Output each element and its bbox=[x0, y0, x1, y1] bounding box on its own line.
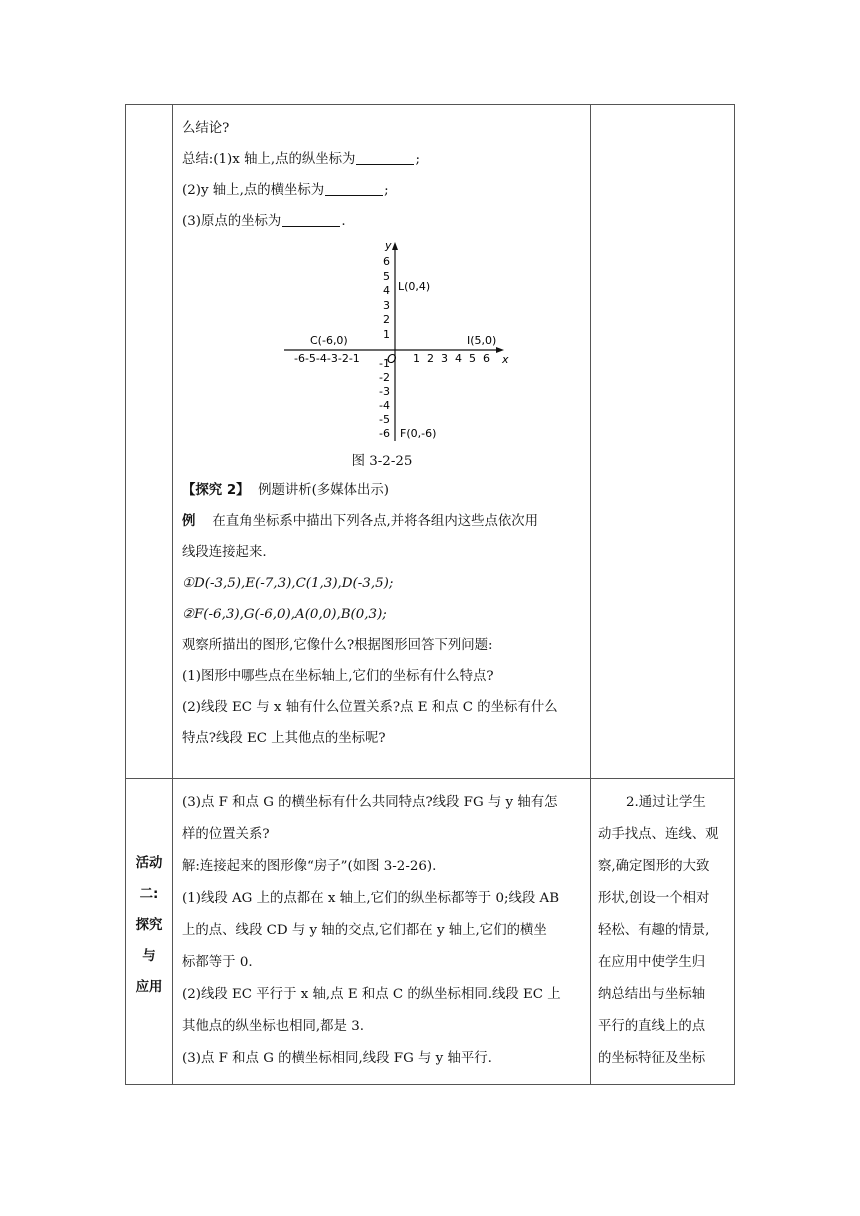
x-tick: 5 bbox=[469, 352, 476, 365]
activity-label-line: 与 bbox=[142, 949, 156, 964]
text-line: 其他点的纵坐标也相同,都是 3. bbox=[182, 1019, 364, 1034]
y-axis-arrow bbox=[392, 242, 398, 250]
intent-line: 的坐标特征及坐标 bbox=[598, 1051, 706, 1066]
x-tick: 6 bbox=[483, 352, 490, 365]
point-label-c: C(-6,0) bbox=[310, 334, 348, 347]
answer-blank bbox=[356, 150, 414, 165]
figure-caption: 图 3-2-25 bbox=[351, 454, 413, 469]
text-line: 标都等于 0. bbox=[182, 955, 253, 970]
text-line: 上的点、线段 CD 与 y 轴的交点,它们都在 y 轴上,它们的横坐 bbox=[182, 923, 547, 938]
question-2b: 特点?线段 EC 上其他点的坐标呢? bbox=[182, 731, 386, 746]
text-line: 线段连接起来. bbox=[182, 545, 267, 560]
x-tick: 4 bbox=[455, 352, 462, 365]
point-group-1: ①D(-3,5),E(-7,3),C(1,3),D(-3,5); bbox=[182, 576, 394, 591]
activity-label-cell bbox=[126, 779, 173, 1085]
x-axis-label: x bbox=[502, 353, 509, 366]
x-tick: 3 bbox=[441, 352, 448, 365]
point-label-l: L(0,4) bbox=[398, 280, 431, 293]
example-label: 例 bbox=[182, 514, 196, 529]
explore-text: 例题讲析(多媒体出示) bbox=[258, 483, 390, 498]
summary-line-1 bbox=[182, 144, 582, 175]
intent-line: 纳总结出与坐标轴 bbox=[598, 987, 706, 1002]
content-cell bbox=[173, 105, 591, 779]
activity-label-line: 二: bbox=[139, 887, 159, 902]
summary-text: (2)y 轴上,点的横坐标为 bbox=[182, 183, 325, 198]
point-group-2: ②F(-6,3),G(-6,0),A(0,0),B(0,3); bbox=[182, 607, 387, 622]
punct: ; bbox=[415, 152, 420, 167]
design-intent-cell bbox=[591, 779, 735, 1085]
y-tick: -4 bbox=[379, 399, 390, 412]
solution-line: 解:连接起来的图形像“房子”(如图 3-2-26). bbox=[182, 859, 437, 874]
intent-line: 2.通过让学生 bbox=[626, 795, 706, 810]
intent-line: 察,确定图形的大致 bbox=[598, 859, 710, 874]
question-1: (1)图形中哪些点在坐标轴上,它们的坐标有什么特点? bbox=[182, 669, 494, 684]
lesson-plan-table bbox=[125, 104, 735, 1085]
coordinate-figure bbox=[182, 237, 582, 449]
x-ticks-negative: -6-5-4-3-2-1 bbox=[294, 352, 360, 365]
y-axis-label: y bbox=[385, 239, 392, 252]
x-tick: 2 bbox=[427, 352, 434, 365]
punct: . bbox=[341, 214, 346, 229]
text-line: 观察所描出的图形,它像什么?根据图形回答下列问题: bbox=[182, 638, 493, 653]
y-tick: -3 bbox=[379, 385, 390, 398]
table-row bbox=[126, 779, 735, 1085]
intent-line: 平行的直线上的点 bbox=[598, 1019, 706, 1034]
table-row bbox=[126, 105, 735, 779]
intent-line: 轻松、有趣的情景, bbox=[598, 923, 710, 938]
coordinate-plane-svg bbox=[272, 239, 522, 449]
explore-title: 【探究 2】 bbox=[182, 483, 250, 498]
y-tick: 6 bbox=[383, 255, 390, 268]
text-line: (2)线段 EC 平行于 x 轴,点 E 和点 C 的纵坐标相同.线段 EC 上 bbox=[182, 987, 561, 1002]
design-intent-cell-empty bbox=[591, 105, 735, 779]
y-tick: 4 bbox=[383, 284, 390, 297]
activity-label-line: 活动 bbox=[135, 856, 163, 871]
point-label-f: F(0,-6) bbox=[400, 427, 437, 440]
y-tick: 1 bbox=[383, 328, 390, 341]
activity-label-line: 探究 bbox=[135, 918, 163, 933]
activity-label-line: 应用 bbox=[135, 980, 163, 995]
intent-line: 动手找点、连线、观 bbox=[598, 827, 719, 842]
y-tick: -2 bbox=[379, 371, 390, 384]
intent-line: 在应用中使学生归 bbox=[598, 955, 706, 970]
x-tick: 1 bbox=[413, 352, 420, 365]
activity-label bbox=[126, 779, 172, 1003]
y-tick: 3 bbox=[383, 299, 390, 312]
example-line bbox=[182, 506, 582, 537]
y-tick: -6 bbox=[379, 427, 390, 440]
example-text: 在直角坐标系中描出下列各点,并将各组内这些点依次用 bbox=[212, 514, 539, 529]
intent-line: 形状,创设一个相对 bbox=[598, 891, 710, 906]
text-line: 么结论? bbox=[182, 121, 230, 136]
point-label-i: I(5,0) bbox=[467, 334, 497, 347]
text-line: (3)点 F 和点 G 的横坐标有什么共同特点?线段 FG 与 y 轴有怎 bbox=[182, 795, 558, 810]
punct: ; bbox=[384, 183, 389, 198]
y-tick: -5 bbox=[379, 413, 390, 426]
y-tick: -1 bbox=[379, 357, 390, 370]
answer-blank bbox=[325, 181, 383, 196]
activity-cell-empty bbox=[126, 105, 173, 779]
content-cell bbox=[173, 779, 591, 1085]
summary-text: (3)原点的坐标为 bbox=[182, 214, 282, 229]
summary-line-3 bbox=[182, 206, 582, 237]
origin-label: O bbox=[387, 352, 397, 366]
question-2a: (2)线段 EC 与 x 轴有什么位置关系?点 E 和点 C 的坐标有什么 bbox=[182, 700, 558, 715]
y-tick: 5 bbox=[383, 270, 390, 283]
summary-text: 总结:(1)x 轴上,点的纵坐标为 bbox=[182, 152, 356, 167]
text-line: (3)点 F 和点 G 的横坐标相同,线段 FG 与 y 轴平行. bbox=[182, 1051, 492, 1066]
answer-blank bbox=[282, 212, 340, 227]
summary-line-2 bbox=[182, 175, 582, 206]
text-line: 样的位置关系? bbox=[182, 827, 270, 842]
explore-heading bbox=[182, 475, 582, 506]
y-tick: 2 bbox=[383, 313, 390, 326]
text-line: (1)线段 AG 上的点都在 x 轴上,它们的纵坐标都等于 0;线段 AB bbox=[182, 891, 560, 906]
